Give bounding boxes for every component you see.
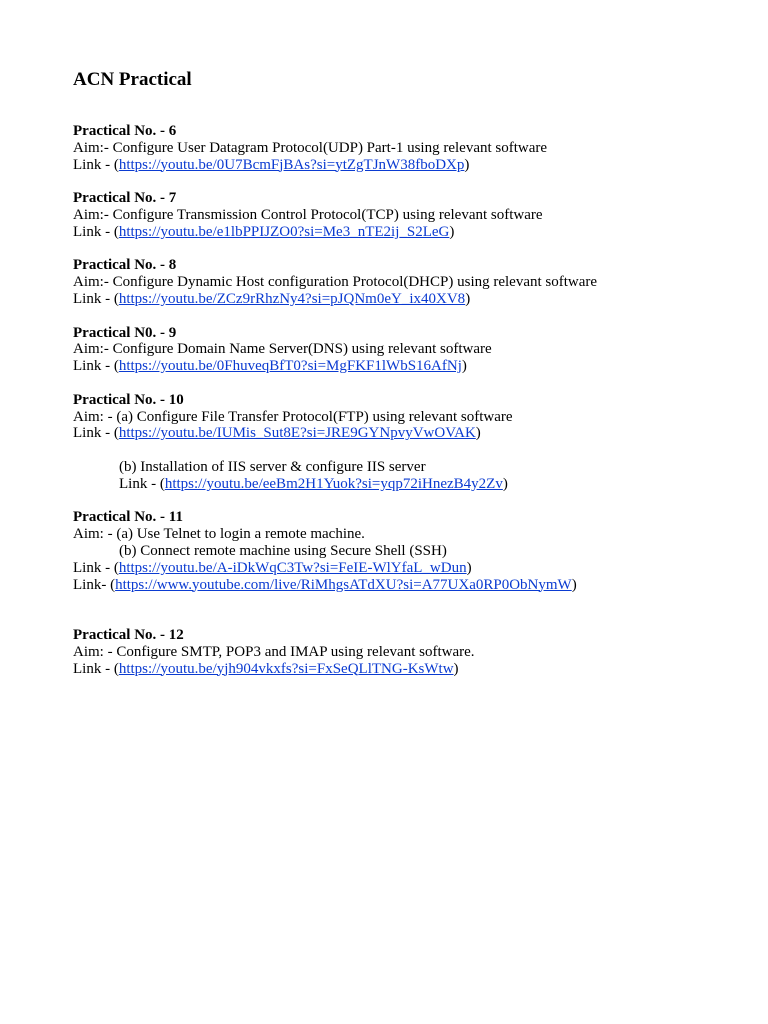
- spacer: [73, 493, 733, 510]
- practical-link-line: [73, 560, 733, 577]
- practical-heading: Practical No. - 12: [73, 626, 184, 643]
- link-prefix: Link- (: [73, 576, 116, 593]
- practical-9: [73, 325, 733, 375]
- practical-heading: Practical No. - 8: [73, 257, 177, 274]
- link-suffix: ): [453, 660, 459, 677]
- link-prefix: Link - (: [73, 290, 119, 307]
- practical-sub-link-line: [73, 476, 733, 493]
- link-prefix: Link - (: [73, 425, 119, 442]
- practical-aim: Aim:- Configure Domain Name Server(DNS) using relevant software: [73, 341, 492, 358]
- link-suffix: ): [464, 156, 470, 173]
- link-suffix: ): [465, 290, 471, 307]
- link-prefix: Link - (: [73, 223, 119, 240]
- practical-link-line-2: [73, 577, 733, 594]
- video-link[interactable]: https://youtu.be/ZCz9rRhzNy4?si=pJQNm0eY_ix40XV8: [118, 290, 466, 307]
- practical-7: [73, 190, 733, 240]
- practical-list: [73, 123, 733, 677]
- video-link[interactable]: https://youtu.be/0FhuveqBfT0?si=MgFKF1lWbS16AfNj: [118, 358, 462, 375]
- practical-10: [73, 392, 733, 493]
- link-suffix: ): [502, 475, 508, 492]
- practical-heading: Practical No. - 11: [73, 509, 183, 526]
- link-suffix: ): [466, 559, 472, 576]
- video-link[interactable]: https://youtu.be/IUMis_Sut8E?si=JRE9GYNpvyVwOVAK: [118, 425, 476, 442]
- practical-heading: Practical No. - 10: [73, 391, 184, 408]
- practical-aim: Aim: - Configure SMTP, POP3 and IMAP using relevant software.: [73, 643, 475, 660]
- link-suffix: ): [571, 576, 577, 593]
- practical-aim: Aim:- Configure Dynamic Host configuration Protocol(DHCP) using relevant software: [73, 274, 598, 291]
- practical-heading: Practical No. - 6: [73, 123, 177, 139]
- video-link[interactable]: https://www.youtube.com/live/RiMhgsATdXU?si=A77UXa0RP0ObNymW: [115, 576, 572, 593]
- document-title: ACN Practical: [73, 69, 192, 90]
- link-prefix: Link - (: [73, 156, 119, 173]
- link-prefix: Link - (: [73, 660, 119, 677]
- practical-sub-aim: (b) Installation of IIS server & configure IIS server: [119, 458, 426, 475]
- practical-link-line: [73, 157, 733, 174]
- video-link[interactable]: https://youtu.be/eeBm2H1Yuok?si=yqp72iHnezB4y2Zv: [164, 475, 503, 492]
- link-prefix: Link - (: [119, 475, 165, 492]
- spacer: [73, 593, 733, 627]
- link-prefix: Link - (: [73, 358, 119, 375]
- video-link[interactable]: https://youtu.be/0U7BcmFjBAs?si=ytZgTJnW38fboDXp: [118, 156, 465, 173]
- practical-12: [73, 627, 733, 677]
- spacer: [73, 442, 733, 459]
- practical-aim-b: (b) Connect remote machine using Secure Shell (SSH): [119, 542, 447, 559]
- spacer: [73, 375, 733, 392]
- practical-aim: Aim: - (a) Configure File Transfer Protocol(FTP) using relevant software: [73, 408, 513, 425]
- practical-aim: Aim:- Configure Transmission Control Protocol(TCP) using relevant software: [73, 206, 543, 223]
- practical-link-line: [73, 358, 733, 375]
- spacer: [73, 173, 733, 190]
- video-link[interactable]: https://youtu.be/A-iDkWqC3Tw?si=FeIE-WlYfaL_wDun: [118, 559, 467, 576]
- practical-link-line: [73, 224, 733, 241]
- link-suffix: ): [449, 223, 455, 240]
- practical-6: [73, 123, 733, 173]
- practical-11: [73, 509, 733, 593]
- spacer: [73, 241, 733, 258]
- link-suffix: ): [475, 425, 481, 442]
- practical-link-line: [73, 291, 733, 308]
- practical-aim: Aim: - (a) Use Telnet to login a remote machine.: [73, 526, 365, 543]
- practical-aim: Aim:- Configure User Datagram Protocol(UDP) Part-1 using relevant software: [73, 139, 548, 156]
- practical-8: [73, 257, 733, 307]
- video-link[interactable]: https://youtu.be/yjh904vkxfs?si=FxSeQLlTNG-KsWtw: [118, 660, 454, 677]
- link-suffix: ): [461, 358, 467, 375]
- document-page: [73, 68, 733, 677]
- practical-heading: Practical N0. - 9: [73, 324, 177, 341]
- practical-heading: Practical No. - 7: [73, 190, 177, 207]
- practical-link-line: [73, 661, 733, 678]
- spacer: [73, 308, 733, 325]
- practical-link-line: [73, 425, 733, 442]
- video-link[interactable]: https://youtu.be/e1lbPPIJZO0?si=Me3_nTE2ij_S2LeG: [118, 223, 450, 240]
- link-prefix: Link - (: [73, 559, 119, 576]
